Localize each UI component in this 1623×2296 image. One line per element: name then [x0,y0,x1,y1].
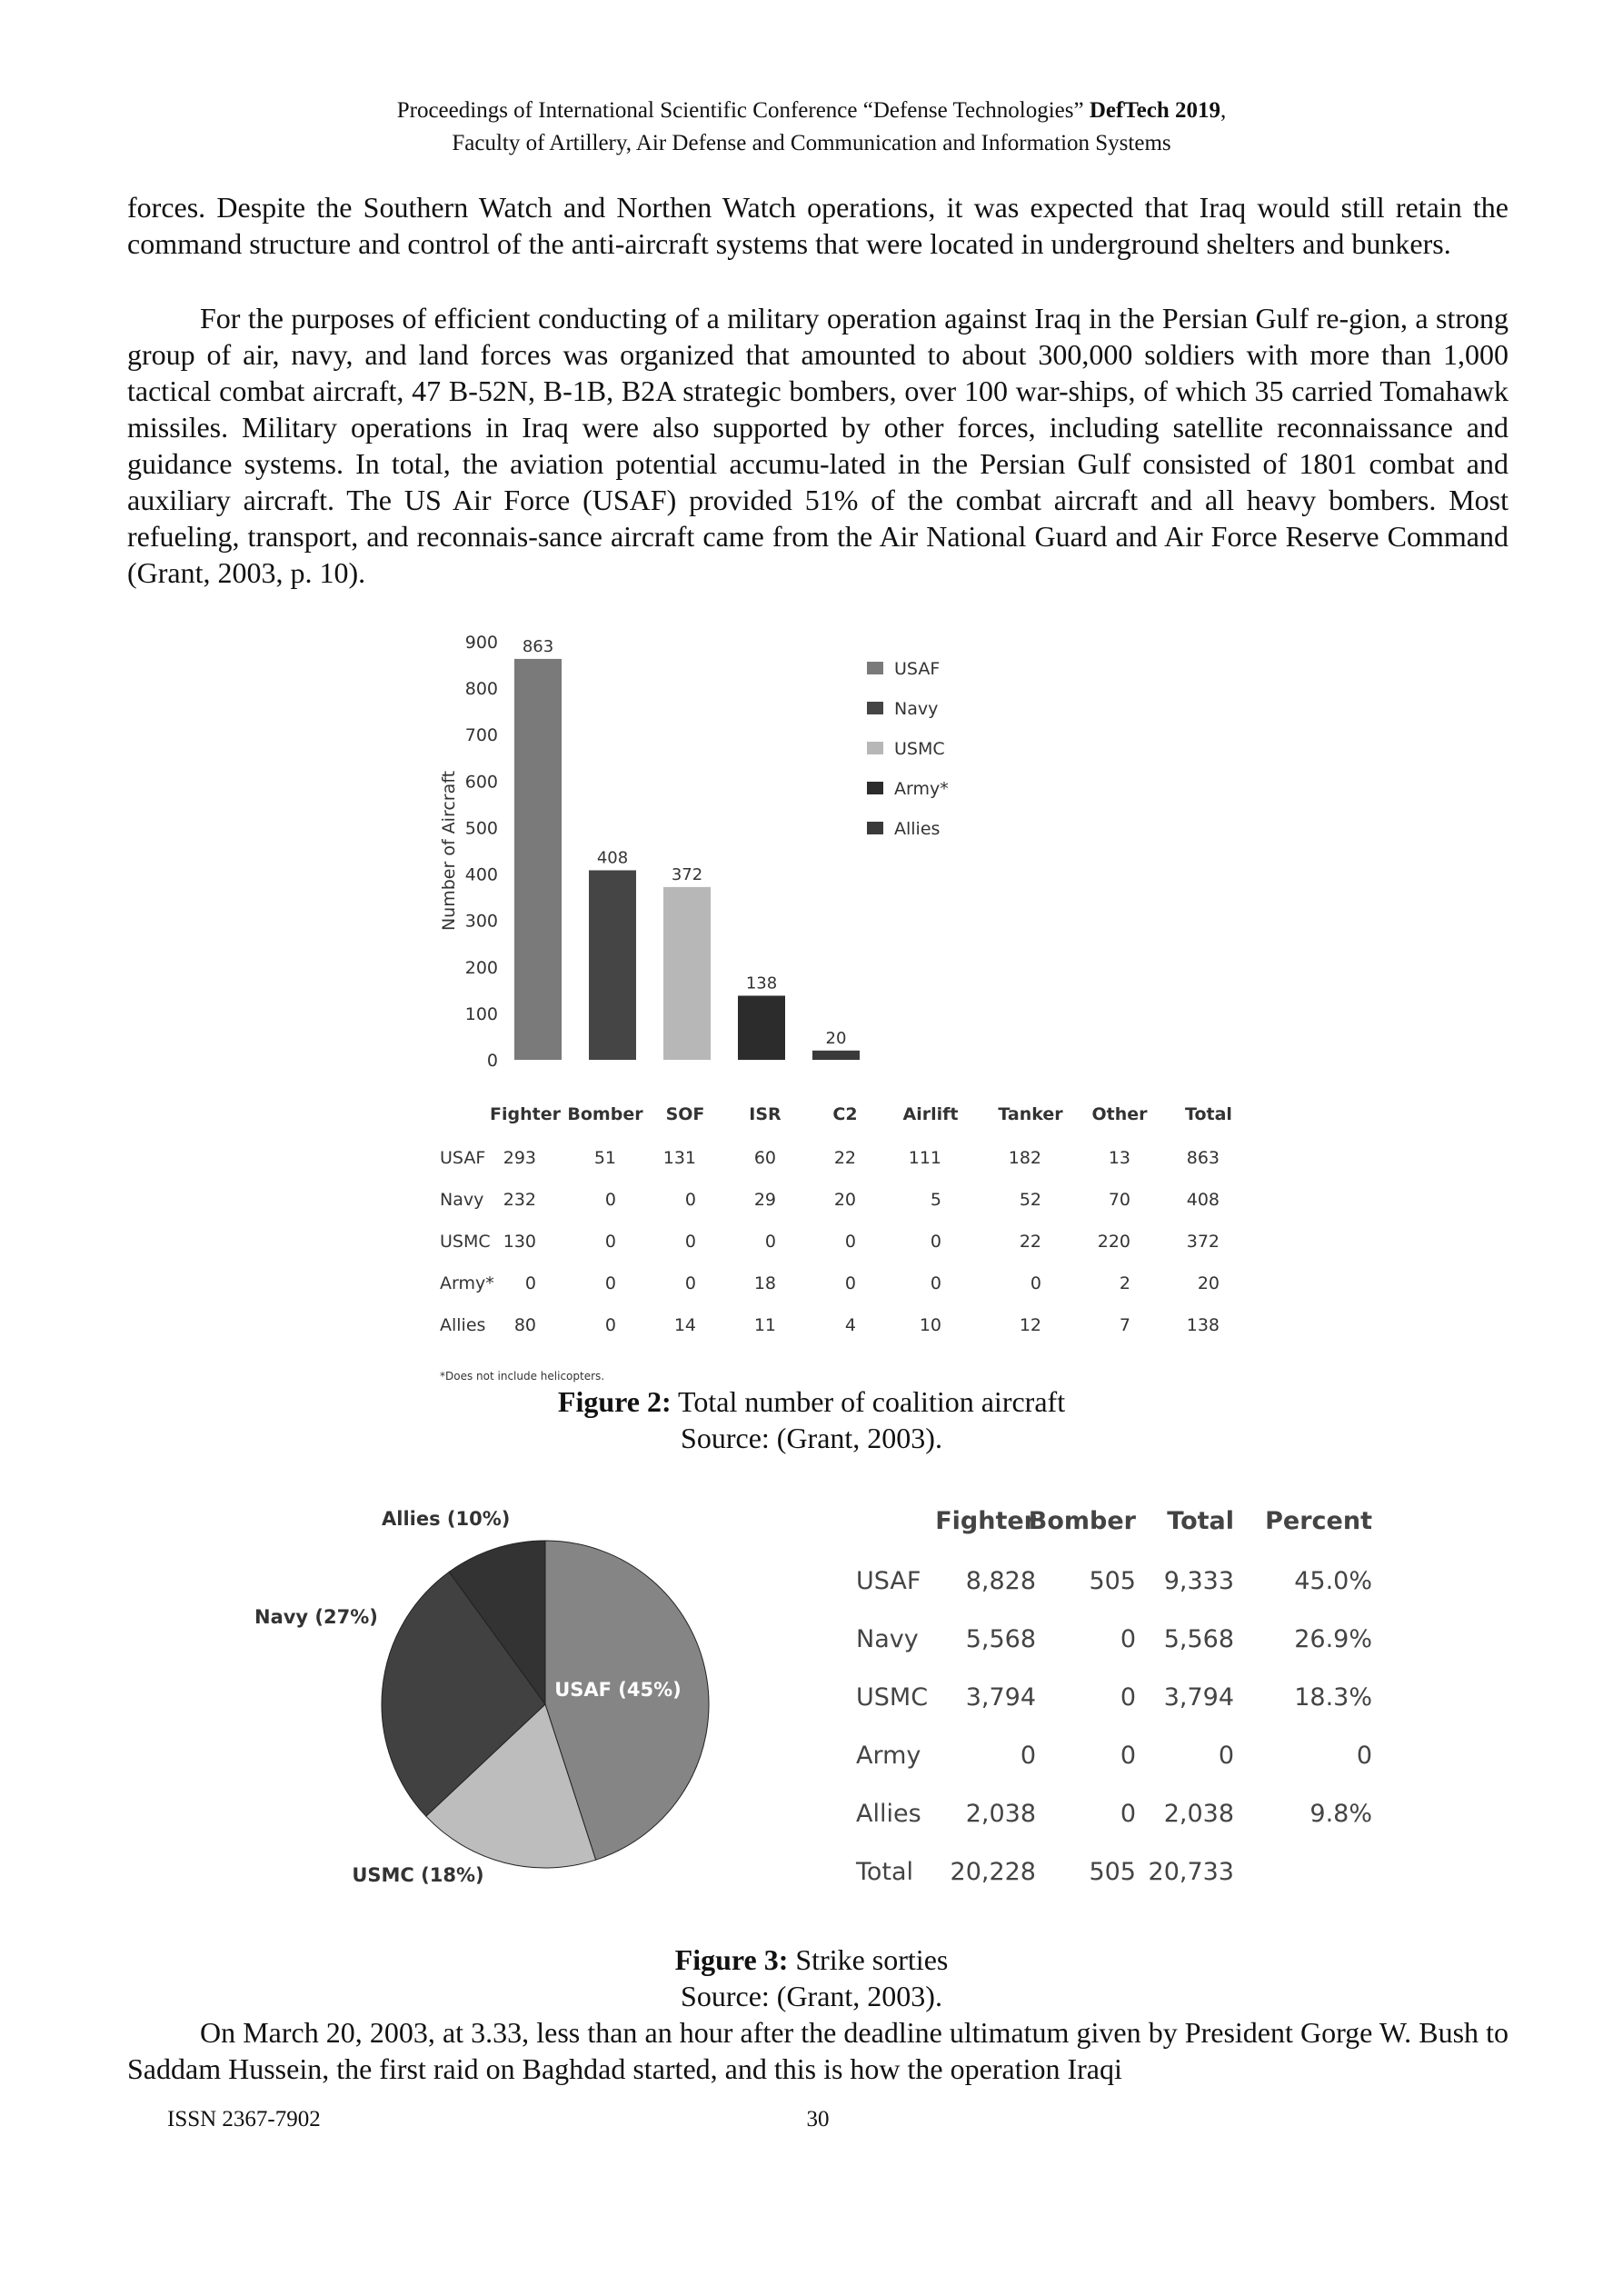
table-cell-0-5: 111 [908,1148,941,1168]
table-cell-2-1: 0 [604,1232,616,1252]
table-col-header-8: Total [1185,1104,1232,1124]
y-tick-label-9: 900 [464,633,498,653]
table-cell-4-8: 138 [1186,1315,1220,1335]
bar-usmc [663,887,711,1060]
table-col-header-0: Fighter [490,1104,561,1124]
table-cell-1-1: 0 [604,1190,616,1210]
strike-table-cell-2-1: 0 [1120,1683,1136,1712]
strike-table-cell-5-0: 20,228 [950,1858,1036,1886]
figure-2-caption [0,1383,1623,1420]
y-tick-label-2: 200 [464,957,498,978]
strike-table-row-label-5: Total [856,1858,914,1886]
footer-issn: ISSN 2367-7902 [167,2107,321,2131]
pie-label-3: Allies (10%) [382,1508,511,1530]
y-tick-label-4: 400 [464,864,498,885]
paragraph-3: On March 20, 2003, at 3.33, less than an hour after the deadline ultimatum given by President Gorge W. Bush to Saddam Hussein, the first raid on Baghdad started, and this is how the operation Iraqi [127,2016,1508,2085]
bar-data-label-1: 408 [596,848,629,868]
table-cell-3-2: 0 [684,1273,696,1293]
strike-table-cell-4-2: 2,038 [1163,1800,1234,1828]
legend-swatch-2 [867,742,883,754]
paragraph-2: For the purposes of efficient conducting of a military operation against Iraq in the Persian Gulf re-gion, a strong group of air, navy, and land forces was organized that amounted to about 300,000 soldiers with more than 1,000 tactical combat aircraft, 47 B-52N, B-1B, B2A strategic bombers, over 100 war-ships, of which 35 carried Tomahawk missiles. Military operations in Iraq were also supported by other forces, including satellite reconnaissance and guidance systems. In total, the aviation potential accumu-lated in the Persian Gulf consisted of 1801 combat and auxiliary aircraft. The US Air Force (USAF) provided 51% of the combat aircraft and all heavy bombers. Most refueling, transport, and reconnais-sance aircraft came from the Air National Guard and Air Force Reserve Command (Grant, 2003, p. 10). [127,302,1508,589]
table-cell-0-4: 22 [833,1148,856,1168]
table-cell-3-5: 0 [930,1273,941,1293]
figure-2-caption-label: Figure 2: [557,1385,672,1418]
strike-table-cell-2-2: 3,794 [1163,1683,1234,1712]
strike-table-col-header-0: Fighter [935,1507,1036,1535]
y-tick-label-0: 0 [486,1051,498,1071]
header-conference-short: DefTech 2019 [1089,98,1221,123]
strike-table-row-label-1: Navy [856,1625,919,1653]
table-col-header-1: Bomber [567,1104,643,1124]
y-tick-label-1: 100 [464,1003,498,1024]
strike-table-cell-4-0: 2,038 [965,1800,1036,1828]
table-cell-2-8: 372 [1186,1232,1220,1252]
table-row-label-1: Navy [440,1190,484,1210]
strike-table-col-header-2: Total [1167,1507,1234,1535]
table-cell-1-3: 29 [753,1190,776,1210]
header-line-2: Faculty of Artillery, Air Defense and Communication and Information Systems [452,131,1171,155]
bar-data-label-3: 138 [745,973,778,993]
table-cell-0-0: 293 [503,1148,536,1168]
bar-navy [589,870,636,1060]
table-cell-4-1: 0 [604,1315,616,1335]
strike-table-cell-0-2: 9,333 [1163,1567,1234,1595]
y-tick-label-8: 800 [464,679,498,700]
strike-table-cell-5-2: 20,733 [1148,1858,1234,1886]
table-cell-4-3: 11 [753,1315,776,1335]
strike-table-row-label-3: Army [856,1742,921,1770]
legend-label-0: USAF [894,659,941,679]
y-tick-label-5: 500 [464,818,498,839]
legend-swatch-1 [867,702,883,714]
strike-table-cell-5-1: 505 [1089,1858,1136,1886]
legend-label-3: Army* [894,779,949,799]
y-tick-label-3: 300 [464,911,498,932]
table-col-header-5: Airlift [902,1104,959,1124]
strike-table-cell-3-3: 0 [1356,1742,1372,1770]
table-cell-2-3: 0 [764,1232,776,1252]
table-cell-4-0: 80 [513,1315,536,1335]
table-cell-4-6: 12 [1019,1315,1041,1335]
table-cell-0-1: 51 [593,1148,616,1168]
table-row-label-4: Allies [440,1315,486,1335]
table-cell-1-6: 52 [1019,1190,1041,1210]
bar-data-label-0: 863 [522,636,554,656]
legend-swatch-3 [867,782,883,794]
legend-swatch-0 [867,662,883,674]
header-comma: , [1220,98,1227,123]
footer-page-number: 30 [806,2107,830,2131]
legend-label-4: Allies [894,819,941,839]
table-col-header-2: SOF [665,1104,705,1124]
table-cell-1-4: 20 [833,1190,856,1210]
strike-table-row-label-0: USAF [856,1567,921,1595]
table-col-header-3: ISR [749,1104,782,1124]
pie-label-0: USAF (45%) [554,1679,682,1701]
pie-label-2: Navy (27%) [254,1606,378,1628]
table-cell-2-2: 0 [684,1232,696,1252]
table-cell-0-7: 13 [1108,1148,1130,1168]
strike-table-cell-0-3: 45.0% [1294,1567,1372,1595]
table-cell-1-2: 0 [684,1190,696,1210]
table-cell-3-0: 0 [524,1273,536,1293]
strike-table-cell-1-2: 5,568 [1163,1625,1234,1653]
table-cell-0-6: 182 [1008,1148,1041,1168]
pie-label-1: USMC (18%) [352,1864,484,1886]
bar-usaf [514,659,562,1060]
y-axis-label: Number of Aircraft [439,770,459,932]
strike-table-col-header-1: Bomber [1028,1507,1136,1535]
strike-table-cell-3-2: 0 [1218,1742,1234,1770]
table-cell-3-8: 20 [1197,1273,1220,1293]
table-footnote: *Does not include helicopters. [440,1370,605,1383]
table-cell-0-3: 60 [753,1148,776,1168]
table-col-header-6: Tanker [998,1104,1063,1124]
running-header [0,95,1623,160]
strike-table-cell-0-1: 505 [1089,1567,1136,1595]
table-row-label-0: USAF [440,1148,486,1168]
figure-3-caption-text: Strike sorties [788,1943,949,1976]
bar-army [738,995,785,1060]
strike-table-cell-1-0: 5,568 [965,1625,1036,1653]
strike-table-cell-0-0: 8,828 [965,1567,1036,1595]
table-cell-0-2: 131 [662,1148,696,1168]
header-conference-name: Proceedings of International Scientific Conference “Defense Technologies” [396,98,1090,123]
table-cell-3-1: 0 [604,1273,616,1293]
table-cell-1-8: 408 [1186,1190,1220,1210]
table-cell-4-4: 4 [844,1315,856,1335]
strike-table-cell-1-1: 0 [1120,1625,1136,1653]
table-cell-3-3: 18 [753,1273,776,1293]
strike-table-cell-2-0: 3,794 [965,1683,1036,1712]
table-cell-3-7: 2 [1119,1273,1130,1293]
y-tick-label-6: 600 [464,772,498,793]
table-cell-3-4: 0 [844,1273,856,1293]
header-line-1 [0,95,1623,127]
table-cell-2-0: 130 [503,1232,536,1252]
bar-data-label-2: 372 [671,864,703,884]
bar-allies [812,1051,860,1060]
strike-table-row-label-4: Allies [856,1800,921,1828]
bar-data-label-4: 20 [825,1028,847,1048]
table-cell-2-7: 220 [1097,1232,1130,1252]
figure-3-source: Source: (Grant, 2003). [681,1980,942,2012]
table-col-header-7: Other [1091,1104,1148,1124]
figure-3-pie-chart [236,1491,1418,1909]
table-cell-4-5: 10 [919,1315,941,1335]
table-cell-1-7: 70 [1108,1190,1130,1210]
legend-label-1: Navy [894,699,939,719]
paragraph-1: forces. Despite the Southern Watch and Northen Watch operations, it was expected that Iraq would still retain the command structure and control of the anti-aircraft systems that were located in underground shelters and bunkers. [127,191,1508,260]
table-cell-2-4: 0 [844,1232,856,1252]
strike-table-cell-2-3: 18.3% [1294,1683,1372,1712]
table-cell-1-5: 5 [930,1190,941,1210]
strike-table-cell-4-3: 9.8% [1309,1800,1372,1828]
table-cell-0-8: 863 [1186,1148,1220,1168]
strike-table-cell-1-3: 26.9% [1294,1625,1372,1653]
table-cell-2-6: 22 [1019,1232,1041,1252]
table-cell-4-2: 14 [673,1315,696,1335]
figure-2-source: Source: (Grant, 2003). [681,1422,942,1454]
table-row-label-2: USMC [440,1232,491,1252]
legend-label-2: USMC [894,739,945,759]
table-cell-4-7: 7 [1119,1315,1130,1335]
legend-swatch-4 [867,822,883,834]
table-cell-3-6: 0 [1030,1273,1041,1293]
figure-2-caption-text: Total number of coalition aircraft [671,1385,1066,1418]
strike-table-col-header-3: Percent [1265,1507,1372,1535]
strike-table-cell-4-1: 0 [1120,1800,1136,1828]
table-cell-1-0: 232 [503,1190,536,1210]
figure-2-bar-chart [427,624,1281,1387]
table-cell-2-5: 0 [930,1232,941,1252]
strike-table-row-label-2: USMC [856,1683,929,1712]
figure-3-caption [0,1942,1623,1978]
strike-table-cell-3-0: 0 [1020,1742,1036,1770]
strike-table-cell-3-1: 0 [1120,1742,1136,1770]
figure-3-caption-label: Figure 3: [674,1943,789,1976]
table-col-header-4: C2 [832,1104,858,1124]
y-tick-label-7: 700 [464,725,498,746]
table-row-label-3: Army* [440,1273,494,1293]
